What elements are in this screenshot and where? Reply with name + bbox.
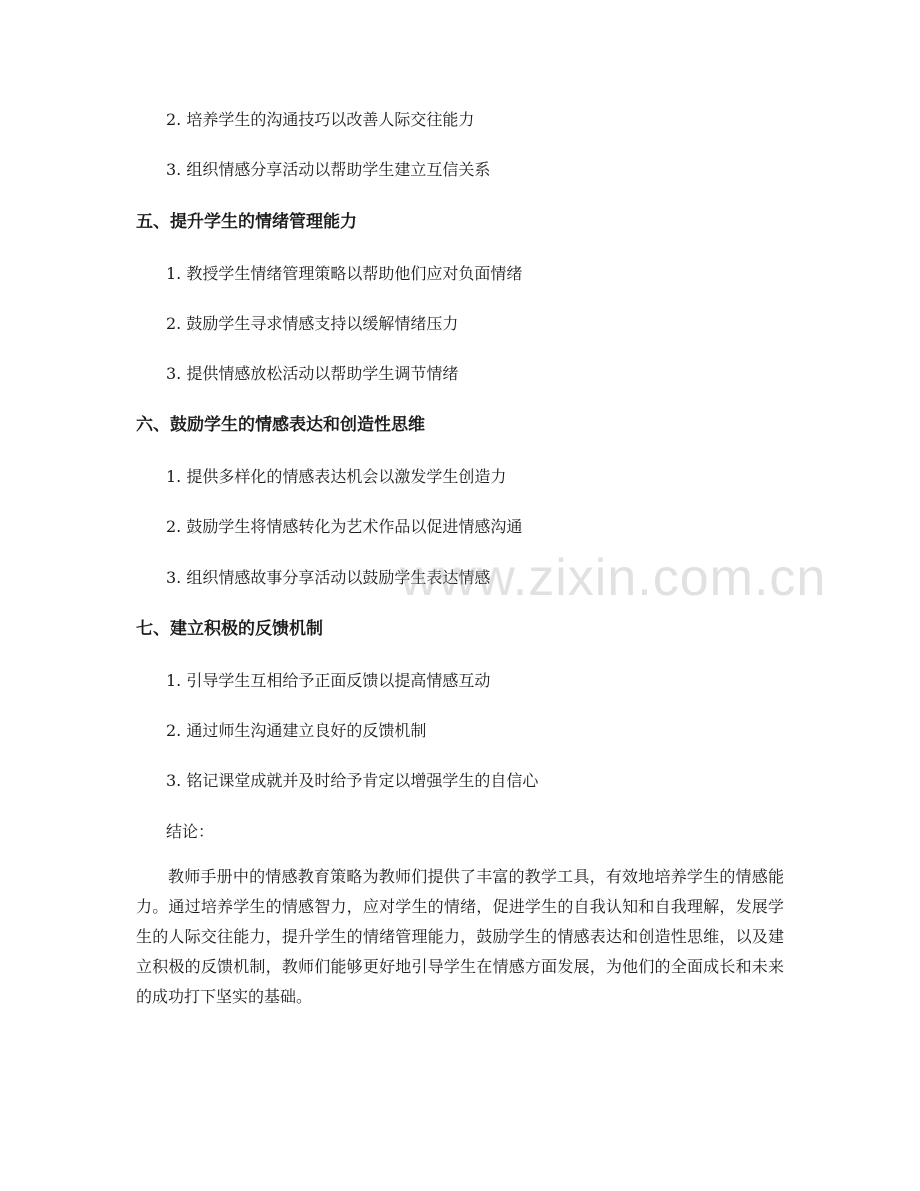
conclusion-label: 结论： <box>166 822 215 841</box>
section-heading: 五、提升学生的情绪管理能力 <box>136 212 357 232</box>
list-item: 3. 提供情感放松活动以帮助学生调节情绪 <box>166 364 459 383</box>
section-heading: 七、建立积极的反馈机制 <box>136 619 323 639</box>
list-item: 2. 培养学生的沟通技巧以改善人际交往能力 <box>166 110 475 129</box>
section-heading: 六、鼓励学生的情感表达和创造性思维 <box>136 415 425 435</box>
list-item: 2. 鼓励学生将情感转化为艺术作品以促进情感沟通 <box>166 517 523 536</box>
list-item: 2. 通过师生沟通建立良好的反馈机制 <box>166 721 427 740</box>
list-item: 2. 鼓励学生寻求情感支持以缓解情绪压力 <box>166 314 459 333</box>
list-item: 1. 教授学生情绪管理策略以帮助他们应对负面情绪 <box>166 264 523 283</box>
watermark: www.zixin.com.cn <box>400 549 827 607</box>
list-item: 1. 提供多样化的情感表达机会以激发学生创造力 <box>166 467 507 486</box>
list-item: 3. 组织情感分享活动以帮助学生建立互信关系 <box>166 160 491 179</box>
list-item: 3. 铭记课堂成就并及时给予肯定以增强学生的自信心 <box>166 771 539 790</box>
list-item: 3. 组织情感故事分享活动以鼓励学生表达情感 <box>166 568 491 587</box>
list-item: 1. 引导学生互相给予正面反馈以提高情感互动 <box>166 671 491 690</box>
conclusion-paragraph: 教师手册中的情感教育策略为教师们提供了丰富的教学工具，有效地培养学生的情感能力。通过培养学生的情感智力，应对学生的情绪，促进学生的自我认知和自我理解，发展学生的人际交往能力，提升学生的情绪管理能力，鼓励学生的情感表达和创造性思维，以及建立积极的反馈机制，教师们能够更好地引导学生在情感方面发展，为他们的全面成长和未来的成功打下坚实的基础。 <box>136 867 784 1006</box>
